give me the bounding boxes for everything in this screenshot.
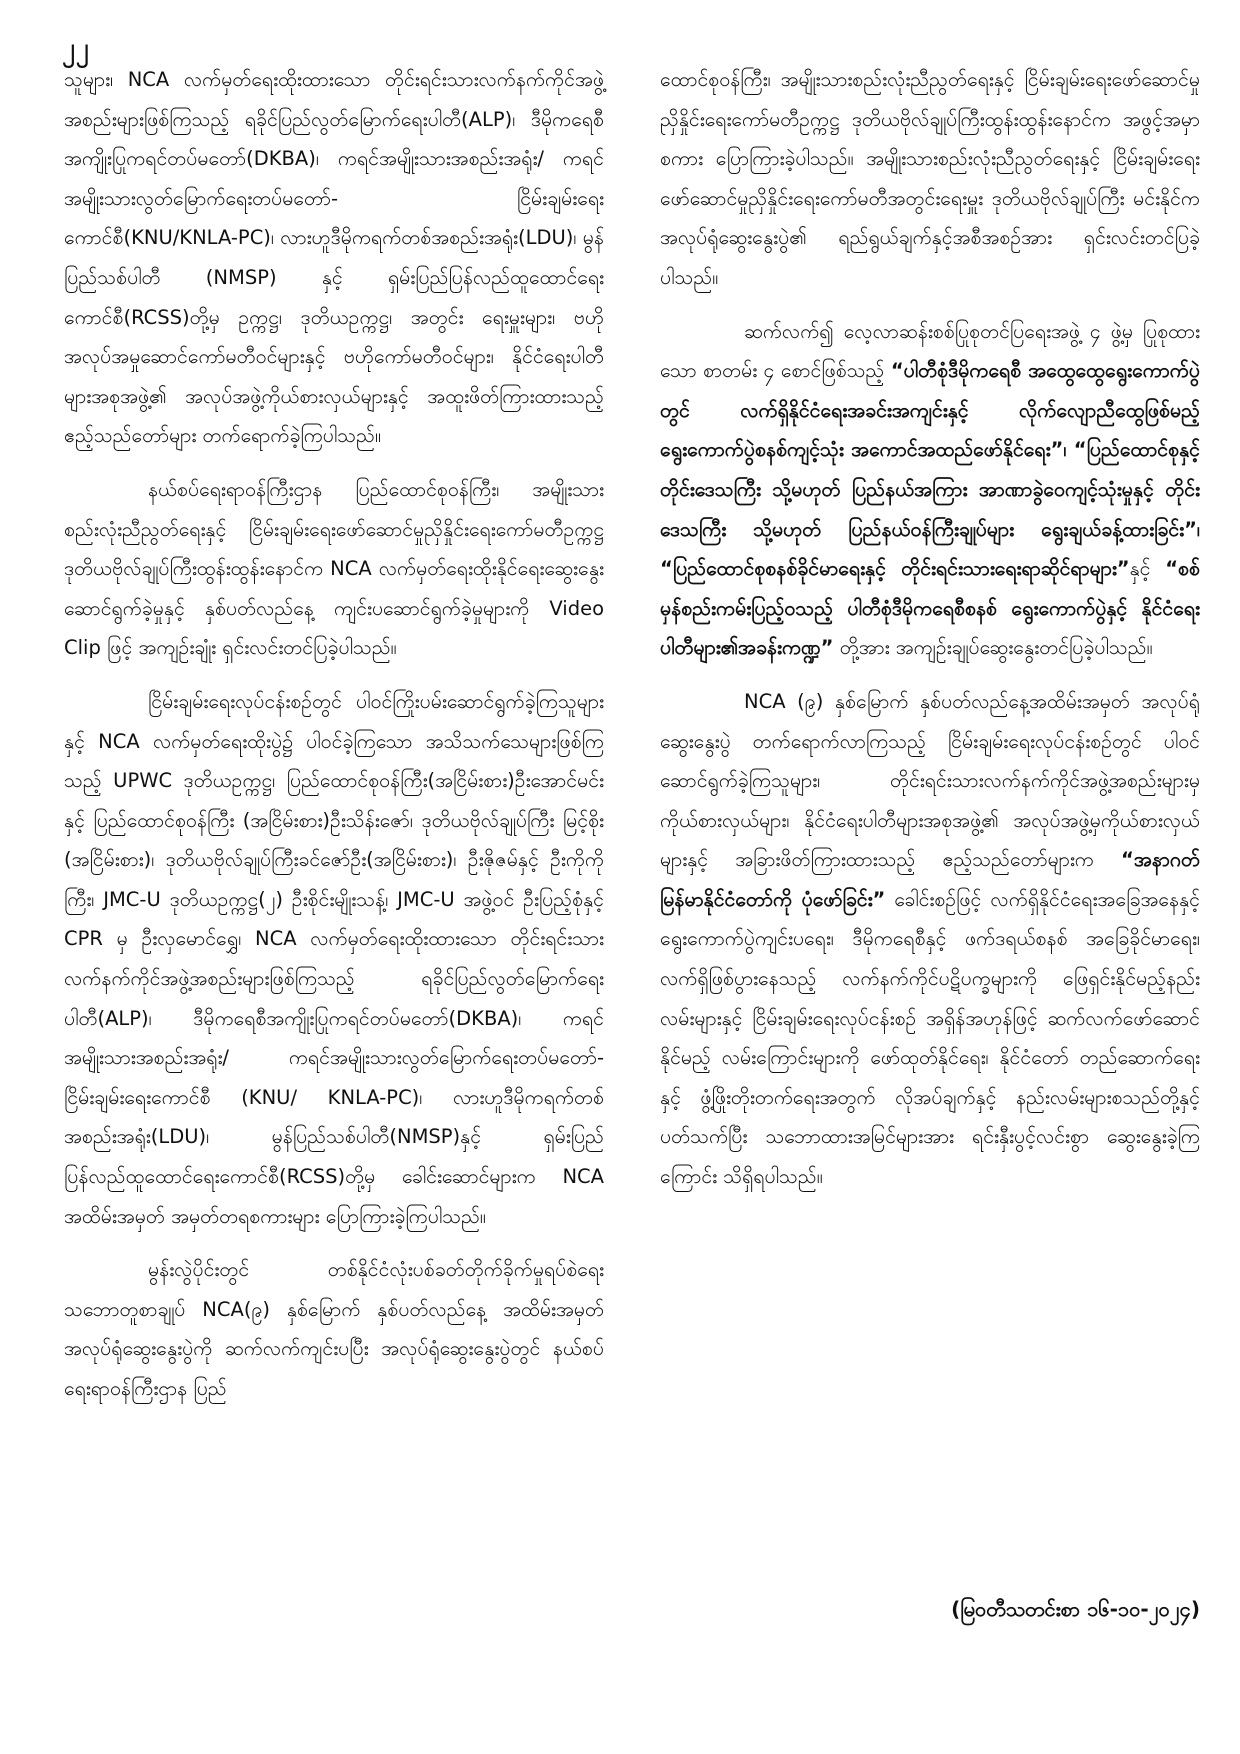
paper-title: “စစ်မှန်စည်းကမ်းပြည့်ဝသည့် ပါတီစုံဒီမိုကရေစီစနစ် ရွေးကောက်ပွဲနှင့် နိုင်ငံရေးပါတီများ၏အခန်းကဏ္ဍ” xyxy=(660,557,1200,660)
paragraph-text: NCA (၉) နှစ်မြောက် နှစ်ပတ်လည်နေ့အထိမ်းအမှတ် အလုပ်ရုံဆွေးနွေးပွဲ တက်ရောက်လာကြသည့် ငြိမ်းချမ်းရေးလုပ်ငန်းစဉ်တွင် ပါဝင်ဆောင်ရွက်ခဲ့ကြသူများ၊ တိုင်းရင်းသားလက်နက်ကိုင်အဖွဲ့အစည်းများမှ ကိုယ်စားလှယ်များ၊ နိုင်ငံရေးပါတီများအစုအဖွဲ့၏ အလုပ်အဖွဲ့မှကိုယ်စားလှယ်များနှင့် အခြားဖိတ်ကြားထားသည့် ဧည့်သည်တော်များက xyxy=(660,689,1200,872)
paper-titles: “ပါတီစုံဒီမိုကရေစီ အထွေထွေရွေးကောက်ပွဲတွင် လက်ရှိနိုင်ငံရေးအခင်းအကျင်းနှင့် လိုက်လျောညီထွေဖြစ်မည့် ရွေးကောက်ပွဲစနစ်ကျင့်သုံး အကောင်အထည်ဖော်နိုင်ရေး”၊ “ပြည်ထောင်စုနှင့် တိုင်းဒေသကြီး သို့မဟုတ် ပြည်နယ်အကြား အာဏာခွဲဝေကျင့်သုံးမှုနှင့် တိုင်းဒေသကြီး သို့မဟုတ် ပြည်နယ်ဝန်ကြီးချုပ်များ ရွေးချယ်ခန့်ထားခြင်း”၊ “ပြည်ထောင်စုစနစ်ခိုင်မာရေးနှင့် တိုင်းရင်းသားရေးရာဆိုင်ရာများ” xyxy=(660,359,1200,581)
paragraph: ငြိမ်းချမ်းရေးလုပ်ငန်းစဉ်တွင် ပါဝင်ကြိုးပမ်းဆောင်ရွက်ခဲ့ကြသူများနှင့် NCA လက်မှတ်ရေးထိုးပွဲ၌ ပါဝင်ခဲ့ကြသော အသိသက်သေများဖြစ်ကြသည့် UPWC ဒုတိယဥက္ကဋ္ဌ၊ ပြည်ထောင်စုဝန်ကြီး(အငြိမ်းစား)ဦးအောင်မင်းနှင့် ပြည်ထောင်စုဝန်ကြီး (အငြိမ်းစား)ဦးသိန်းဇော်၊ ဒုတိယဗိုလ်ချုပ်ကြီး မြင့်စိုး (အငြိမ်းစား)၊ ဒုတိယဗိုလ်ချုပ်ကြီးခင်ဇော်ဦး(အငြိမ်းစား)၊ ဦးဇိုဇမ်နှင့် ဦးကိုကိုကြီး၊ JMC-U ဒုတိယဥက္ကဋ္ဌ(၂) ဦးစိုင်းမျိုးသန့်၊ JMC-U အဖွဲ့ဝင် ဦးပြည့်စုံနှင့် CPR မှ ဦးလှမောင်ရွှေ၊ NCA လက်မှတ်ရေးထိုးထားသော တိုင်းရင်းသားလက်နက်ကိုင်အဖွဲ့အစည်းများဖြစ်ကြသည့် ရခိုင်ပြည်လွတ်မြောက်ရေးပါတီ(ALP)၊ ဒီမိုကရေစီအကျိုးပြုကရင်တပ်မတော်(DKBA)၊ ကရင်အမျိုးသားအစည်းအရုံး/ ကရင်အမျိုးသားလွတ်မြောက်ရေးတပ်မတော်- ငြိမ်းချမ်းရေးကောင်စီ (KNU/ KNLA-PC)၊ လားဟူဒီမိုကရက်တစ်အစည်းအရုံး(LDU)၊ မွန်ပြည်သစ်ပါတီ(NMSP)နှင့် ရှမ်းပြည်ပြန်လည်ထူထောင်ရေးကောင်စီ(RCSS)တို့မှ ခေါင်းဆောင်များက NCA အထိမ်းအမှတ် အမှတ်တရစကားများ ပြောကြားခဲ့ကြပါသည်။ xyxy=(64,689,604,1228)
paragraph-text: ခေါင်းစဉ်ဖြင့် လက်ရှိနိုင်ငံရေးအခြေအနေနှင့် ရွေးကောက်ပွဲကျင်းပရေး၊ ဒီမိုကရေစီနှင့် ဖက်ဒရယ်စနစ် အခြေခိုင်မာရေး၊ လက်ရှိဖြစ်ပွားနေသည့် လက်နက်ကိုင်ပဋိပက္ခများကို ဖြေရှင်းနိုင်မည့်နည်းလမ်းများနှင့် ငြိမ်းချမ်းရေးလုပ်ငန်းစဉ် အရှိန်အဟုန်ဖြင့် ဆက်လက်ဖော်ဆောင်နိုင်မည့် လမ်းကြောင်းများကို ဖော်ထုတ်နိုင်ရေး၊ နိုင်ငံတော် တည်ဆောက်ရေးနှင့် ဖွံ့ဖြိုးတိုးတက်ရေးအတွက် လိုအပ်ချက်နှင့် နည်းလမ်းများစသည်တို့နှင့်ပတ်သက်ပြီး သဘောထားအမြင်များအား ရင်းနှီးပွင့်လင်းစွာ ဆွေးနွေးခဲ့ကြကြောင်း သိရှိရပါသည်။ xyxy=(660,887,1200,1189)
left-column xyxy=(64,60,604,1409)
source-citation: (မြဝတီသတင်းစာ ၁၆-၁၀-၂၀၂၄) xyxy=(951,1597,1200,1621)
paragraph-text: နှင့် xyxy=(1129,557,1151,581)
right-column xyxy=(660,60,1200,1197)
paragraph xyxy=(660,682,1200,1197)
page-number: ၂၂ xyxy=(62,33,90,63)
paragraph-text: တို့အား အကျဉ်းချုပ်ဆွေးနွေးတင်ပြခဲ့ပါသည်။ xyxy=(833,636,1153,660)
paragraph-text: ဆက်လက်၍ လေ့လာဆန်းစစ်ပြုစုတင်ပြရေးအဖွဲ့ ၄ ဖွဲ့မှ ပြုစုထားသော စာတမ်း ၄ စောင်ဖြစ်သည့် xyxy=(660,319,1200,383)
paragraph: သူများ၊ NCA လက်မှတ်ရေးထိုးထားသော တိုင်းရင်းသားလက်နက်ကိုင်အဖွဲ့အစည်းများဖြစ်ကြသည့် ရခိုင်ပြည်လွတ်မြောက်ရေးပါတီ(ALP)၊ ဒီမိုကရေစီအကျိုးပြုကရင်တပ်မတော်(DKBA)၊ ကရင်အမျိုးသားအစည်းအရုံး/ ကရင်အမျိုးသားလွတ်မြောက်ရေးတပ်မတော်- ငြိမ်းချမ်းရေးကောင်စီ(KNU/KNLA-PC)၊ လားဟူဒီမိုကရက်တစ်အစည်းအရုံး(LDU)၊ မွန်ပြည်သစ်ပါတီ (NMSP) နှင့် ရှမ်းပြည်ပြန်လည်ထူထောင်ရေးကောင်စီ(RCSS)တို့မှ ဥက္ကဋ္ဌ၊ ဒုတိယဥက္ကဋ္ဌ၊ အတွင်း ရေးမှူးများ၊ ဗဟိုအလုပ်အမှုဆောင်ကော်မတီဝင်များနှင့် ဗဟိုကော်မတီဝင်များ၊ နိုင်ငံရေးပါတီများအစုအဖွဲ့၏ အလုပ်အဖွဲ့ကိုယ်စားလှယ်များနှင့် အထူးဖိတ်ကြားထားသည့် ဧည့်သည်တော်များ တက်ရောက်ခဲ့ကြပါသည်။ xyxy=(64,68,604,448)
paragraph xyxy=(660,312,1200,668)
workshop-theme: “အနာဂတ် မြန်မာနိုင်ငံတော်ကို ပုံဖော်ခြင်း” xyxy=(660,848,1200,911)
paragraph: ထောင်စုဝန်ကြီး၊ အမျိုးသားစည်းလုံးညီညွတ်ရေးနှင့် ငြိမ်းချမ်းရေးဖော်ဆောင်မှုညှိနှိုင်းရေးကော်မတီဥက္ကဋ္ဌ ဒုတိယဗိုလ်ချုပ်ကြီးထွန်းထွန်းနောင်က အဖွင့်အမှာစကား ပြောကြားခဲ့ပါသည်။ အမျိုးသားစည်းလုံးညီညွတ်ရေးနှင့် ငြိမ်းချမ်းရေးဖော်ဆောင်မှုညှိနှိုင်းရေးကော်မတီအတွင်းရေးမှူး ဒုတိယဗိုလ်ချုပ်ကြီး မင်းနိုင်က အလုပ်ရုံဆွေးနွေးပွဲ၏ ရည်ရွယ်ချက်နှင့်အစီအစဉ်အား ရှင်းလင်းတင်ပြခဲ့ပါသည်။ xyxy=(660,68,1200,289)
paragraph: နယ်စပ်ရေးရာဝန်ကြီးဌာန ပြည်ထောင်စုဝန်ကြီး၊ အမျိုးသားစည်းလုံးညီညွတ်ရေးနှင့် ငြိမ်းချမ်းရေးဖော်ဆောင်မှုညှိနှိုင်းရေးကော်မတီဥက္ကဋ္ဌ ဒုတိယဗိုလ်ချုပ်ကြီးထွန်းထွန်းနောင်က NCA လက်မှတ်ရေးထိုးနိုင်ရေးဆွေးနွေးဆောင်ရွက်ခဲ့မှုနှင့် နှစ်ပတ်လည်နေ့ ကျင်းပဆောင်ရွက်ခဲ့မှုများကို Video Clip ဖြင့် အကျဉ်းချုံး ရှင်းလင်းတင်ပြခဲ့ပါသည်။ xyxy=(64,477,604,660)
paragraph: မွန်းလွဲပိုင်းတွင် တစ်နိုင်ငံလုံးပစ်ခတ်တိုက်ခိုက်မှုရပ်စဲရေး သဘောတူစာချုပ် NCA(၉) နှစ်မြောက် နှစ်ပတ်လည်နေ့ အထိမ်းအမှတ် အလုပ်ရုံဆွေးနွေးပွဲကို ဆက်လက်ကျင်းပပြီး အလုပ်ရုံဆွေးနွေးပွဲတွင် နယ်စပ်ရေးရာဝန်ကြီးဌာန ပြည် xyxy=(64,1258,604,1400)
